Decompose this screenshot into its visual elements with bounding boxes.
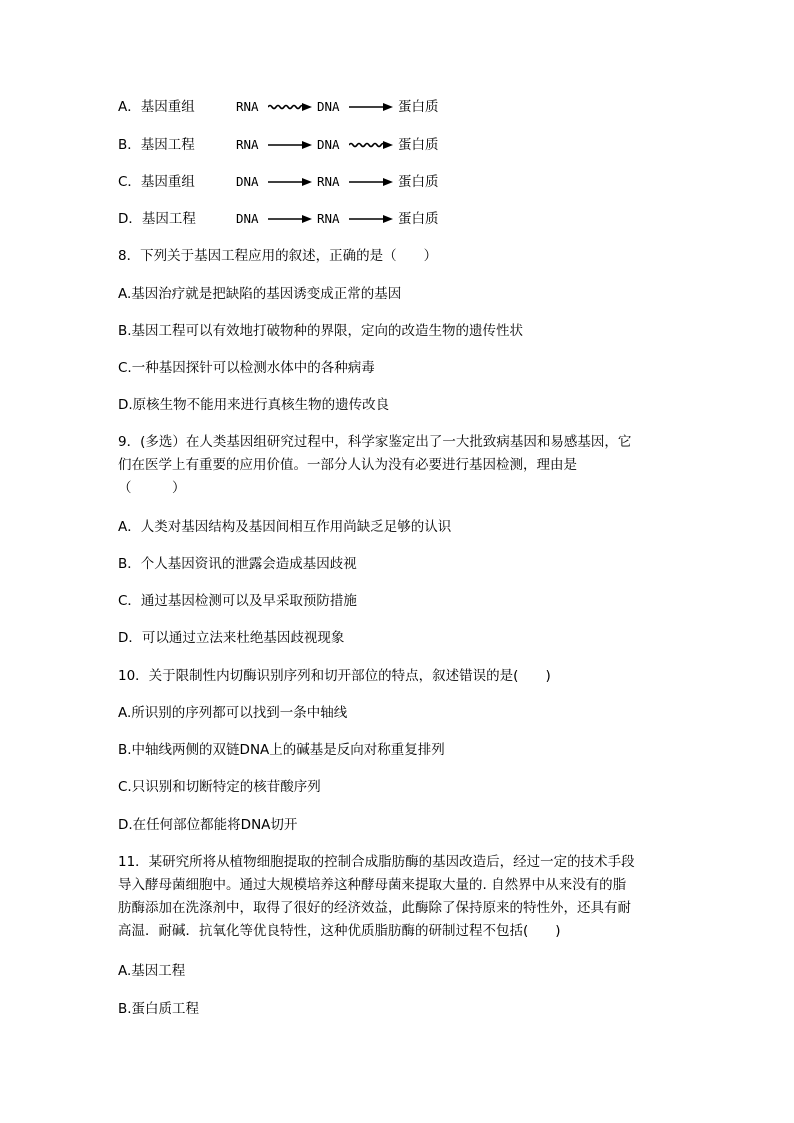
flow-step: DNA [236,174,259,189]
question-10-option-b: B.中轴线两侧的双链DNA上的碱基是反向对称重复排列 [118,742,445,758]
q7-option-a [118,97,439,117]
wavy-arrow-icon [349,139,393,151]
flow-step: 蛋白质 [398,137,439,153]
flow-chain [236,135,439,155]
flow-step: DNA [236,211,259,226]
question-11-stem [118,851,678,943]
q7-option-b [118,135,439,155]
question-11-option-a: A.基因工程 [118,963,186,979]
stem-line: 肪酶添加在洗涤剂中，取得了很好的经济效益，此酶除了保持原来的特性外，还具有耐 [118,900,631,916]
flow-step: 蛋白质 [398,99,439,115]
question-10-stem: 10．关于限制性内切酶识别序列和切开部位的特点，叙述错误的是( ) [118,668,551,684]
stem-line: 高温．耐碱．抗氧化等优良特性，这种优质脂肪酶的研制过程不包括( ) [118,923,561,939]
arrow-right-icon [349,176,393,188]
question-10-option-a: A.所识别的序列都可以找到一条中轴线 [118,705,348,721]
q7-option-d [118,209,439,229]
question-8-option-d: D.原核生物不能用来进行真核生物的遗传改良 [118,397,390,413]
flow-step: DNA [317,99,340,114]
arrow-right-icon [268,139,312,151]
question-9-option-d: D．可以通过立法来杜绝基因歧视现象 [118,630,345,646]
question-11-option-b: B.蛋白质工程 [118,1001,200,1017]
arrow-right-icon [349,101,393,113]
flow-chain [236,209,439,229]
question-8-option-c: C.一种基因探针可以检测水体中的各种病毒 [118,360,375,376]
flow-step: 蛋白质 [398,174,439,190]
question-10-option-d: D.在任何部位都能将DNA切开 [118,817,298,833]
question-10-option-c: C.只识别和切断特定的核苷酸序列 [118,779,321,795]
question-9-option-a: A．人类对基因结构及基因间相互作用尚缺乏足够的认识 [118,519,452,535]
flow-step: RNA [317,211,340,226]
q7-option-c [118,172,439,192]
option-label: A．基因重组 [118,99,195,115]
flow-step: RNA [236,137,259,152]
arrow-right-icon [268,213,312,225]
question-8-option-b: B.基因工程可以有效地打破物种的界限，定向的改造生物的遗传性状 [118,323,524,339]
flow-step: RNA [317,174,340,189]
arrow-right-icon [268,176,312,188]
question-8-option-a: A.基因治疗就是把缺陷的基因诱变成正常的基因 [118,286,402,302]
flow-chain [236,97,439,117]
option-label: B．基因工程 [118,137,195,153]
stem-line: 9．(多选）在人类基因组研究过程中，科学家鉴定出了一大批致病基因和易感基因，它 [118,434,632,450]
question-9-stem [118,431,678,500]
question-8-stem: 8．下列关于基因工程应用的叙述，正确的是（ ） [118,248,438,264]
flow-step: 蛋白质 [398,211,439,227]
question-9-option-c: C．通过基因检测可以及早采取预防措施 [118,593,357,609]
question-9-option-b: B．个人基因资讯的泄露会造成基因歧视 [118,556,357,572]
stem-line: 导入酵母菌细胞中。通过大规模培养这种酵母菌来提取大量的. 自然界中从来没有的脂 [118,877,627,893]
flow-step: DNA [317,137,340,152]
wavy-arrow-icon [268,101,312,113]
option-label: C．基因重组 [118,174,195,190]
arrow-right-icon [349,213,393,225]
stem-line: 们在医学上有重要的应用价值。一部分人认为没有必要进行基因检测，理由是 [118,457,577,473]
stem-line: 11．某研究所将从植物细胞提取的控制合成脂肪酶的基因改造后，经过一定的技术手段 [118,854,635,870]
flow-chain [236,172,439,192]
stem-line: （ ） [118,480,186,496]
option-label: D．基因工程 [118,211,196,227]
flow-step: RNA [236,99,259,114]
